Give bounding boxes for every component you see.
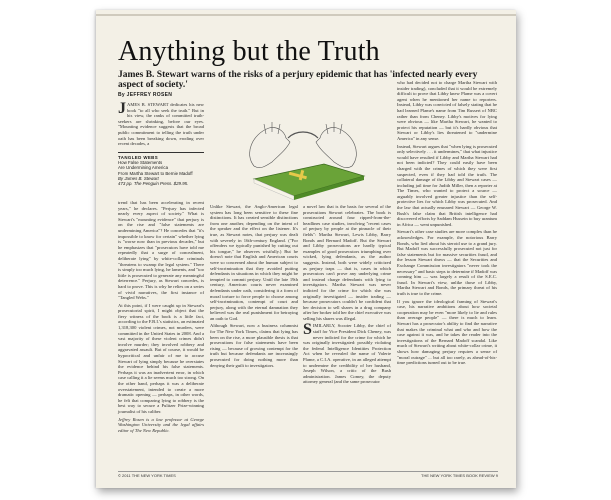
book-info-publisher: 473 pp. The Penguin Press. $29.95.: [118, 181, 189, 187]
book-info-line-1: How False Statements: [118, 160, 163, 166]
book-info-box: [118, 152, 204, 186]
column-3-paragraph-1: a novel law that is the basis for several of the prosecutions Stewart celebrates. The book is constructed around four ripped-from-the-headlines case studies, involving "recent cases of perjury by people at the pinnacle of their fields": Martha Stewart, Lewis Libby, Barry Bonds and Bernard Madoff. But the Stewart and Libby prosecutions are hardly typical examples of good prosecutors triumphing over wicked, lying defendants, as the author suggests. Instead, both were widely criticized as perjury traps — that is, cases in which prosecutors can't prove any underlying crime and instead charge defendants with lying to investigators. Martha Stewart was never indicted for the crime for which she was originally investigated — insider trading — because prosecutors couldn't be confident that her decision to sell shares in a drug company after her broker told her the chief executive was selling his shares was illegal.: [303, 204, 392, 321]
book-info-line-3: From Martha Stewart to Bernie Madoff: [118, 170, 193, 176]
footer-rule: [118, 471, 498, 472]
right-hand-icon: [316, 122, 356, 168]
column-2-paragraph-1: Unlike Stewart, the Anglo-American legal system has long been sensitive to these fine distinctions. It has created sensible distinctions from one another, depending on the intent of the speaker and the effect on the listener. It's true, as Stewart notes, that perjury was dealt with severely in 16th-century England. ("For offenders we typically punished by cutting out his tongue," he observes wistfully.) But he doesn't note that English and American courts were so concerned about the human subject to self-incrimination that they avoided putting defendants in situations in which they might be tempted to commit perjury. Until the late 19th century, American courts never examined defendants under oath, considering it a form of moral torture to force people to choose among self-incrimination, contempt of court and perjury, along with the eternal damnation they believed was the real punishment for betraying an oath to God.: [210, 204, 298, 321]
left-hand-icon: [250, 122, 290, 168]
dropcap-s: S: [303, 321, 312, 339]
column-4-paragraph-2: Instead, Stewart argues that "when lying is prosecuted only selectively . . . it undermines," that what injustice would have resulted if Libby and Martha Stewart had not been indicted? They could easily have been charged with the crimes of which they were first suspected, even if they had told the truth. The collateral damage of the Libby and Stewart cases — including jail time for Judith Miller, then a reporter at The Times, who wanted to protect a source — arguably involved greater injustice than the self-protective lies for which Libby was prosecuted. And the law that actually ensnared Stewart — George W. Bush's false claim that British intelligence had discovered efforts by Saddam Hussein to buy uranium in Africa — went unpunished.: [397, 143, 497, 227]
column-1-paragraph-1: trend that has been accelerating in recent years," he declares. "Perjury has infected nearly every aspect of society." What is Stewart's "mounting evidence" that perjury is on the rise and "false statements are undermining America"? He concedes that "it's impossible to know for certain" whether lying is "worse now than in previous decades," but he emphasizes that "prosecutors have told me repeatedly that a surge of concealment, deliberate lying" by white-collar criminals "threatens to swamp the legal system." There is simply too much lying, he laments, and "too little is prosecuted to generate any meaningful deterrence." Perjury, as Stewart concedes, is hard to prove. This is why he relies on a series of vivid narratives, the first instance of "Tangled Webs.": [118, 200, 204, 301]
dropcap-j: J: [118, 100, 126, 117]
subheadline: James B. Stewart warns of the risks of a perjury epidemic that has 'infected nearly every aspect of society.': [118, 70, 478, 90]
column-2-paragraph-2: Although Stewart, now a business columnist for The New York Times, claims that lying has been on the rise, a more plausible thesis is that prosecutions for false statements have been rising — because of growing contempt for the truth but because defendants are increasingly prosecuted for doing nothing more than denying their guilt to investigators.: [210, 323, 298, 368]
column-1-paragraph-2: At this point, if I were caught up in Stewart's prosecutorial spirit, I might object that the fiery witness of the book is a little fact, according to the F.B.I.'s statistics, an estimated 1,318,300 violent crimes, not murders, were committed in the United States in 2008. And a vast majority of these violent crimes didn't involve murder; they involved robbery and aggravated assault. But of course, it would be hypocritical and unfair of me to accuse Stewart of lying simply because he overstates the evidence behind his false statements. Perhaps it was an inadvertent error, in which case calling it a lie seems much too strong. On the other hand, perhaps it was a deliberate overstatement, intended to create a more dramatic opening — perhaps, in other words, he felt that comparing lying to robbery is the best way to secure a Pulitzer Prize-winning journalist of his caliber.: [118, 302, 204, 414]
footer-publication: THE NEW YORK TIMES BOOK REVIEW 9: [421, 473, 498, 478]
book-info-title: TANGLED WEBS: [118, 155, 159, 160]
column-4-paragraph-1: who had decided not to charge Martha Stewart with insider trading), concluded that it would be extremely difficult to prove that Libby knew Plame was a covert agent when he mentioned her name to reporters. Instead, Libby was convicted of falsely stating that he had learned Plame's name from Tim Russert of NBC rather than from Cheney. Libby's motives for lying were obvious — like Martha Stewart, he wanted to protect his reputation — but it's hardly obvious that Stewart or Libby's lies threatened to "undermine America" in any sense.: [397, 80, 497, 141]
column-1-body: [118, 200, 204, 435]
intro-text: AMES B. STEWART dedicates his new book "to all who seek the truth." But in his view, the ranks of committed truth-seekers are shrinking, before our eyes. "Mounting evidence suggests that the broad public commitment to telling the truth under oath has been breaking down, eroding over recent decades, a: [118, 102, 204, 147]
illustration-pinky-swear-bible: [214, 104, 392, 204]
column-1-intro: [118, 102, 204, 149]
headline: Anything but the Truth: [118, 36, 380, 67]
linked-pinkies: [288, 132, 318, 138]
book-info-author: By James B. Stewart: [118, 175, 159, 181]
author-bio: Jeffrey Rosen is a law professor at George Washington University and the legal affairs editor of The New Republic.: [118, 416, 204, 433]
book-info-line-2: Are Undermining America: [118, 165, 169, 171]
column-3-paragraph-2: [303, 323, 391, 385]
column-3-paragraph-2-text: IMILARLY, Scooter Libby, the chief of staff for Vice President Dick Cheney, was never indicted for the crime for which he was originally investigated: possibly violating the federal Intelligence Identities Protection Act when he revealed the name of Valerie Plame, a C.I.A. operative, in an alleged attempt to undermine the credibility of her husband, Joseph Wilson, a critic of the Bush administration. James Comey, the deputy attorney general (and the same prosecutor: [303, 323, 391, 385]
page-footer: [118, 473, 498, 478]
column-4-paragraph-4: If you ignore the ideological framing of Stewart's case, his narrative ambitions about how societal cooperation may be even "more likely to lie and rules than average people" — there is much to learn. Stewart has a prosecutor's ability to find the narrative that makes the criminal what and who and how the case against it was, and he takes the reader into the investigations of the Bernard Madoff scandal. Like much of Stewart's writing about white-collar crime, it shows how damaging perjury requires a sense of "moral outrage" ... but all too rarely, as ahead-of-his-time predictions turned out to be true.: [397, 298, 497, 366]
column-4: [397, 80, 497, 368]
byline: By JEFFREY ROSEN: [118, 92, 173, 98]
column-2: [210, 204, 298, 370]
column-4-paragraph-3: Stewart's other case studies are more complex than he acknowledges. For example, the notorious Barry Bonds, who lied about his steroid use to a grand jury. But Madoff was successfully prosecuted not just for false statements but for massive securities fraud, and the lesson Stewart draws — that the Securities and Exchange Commission investigators "never took the necessary" and basic steps to determine if Madoff was conning him — was largely a result of the S.E.C. fraud. In Stewart's view, unlike those of Libby, Martha Stewart and Bonds, the primary threat of his truth is true to the crime.: [397, 229, 497, 296]
book-cover: [254, 164, 364, 196]
newspaper-page: [96, 10, 516, 488]
footer-copyright: © 2011 THE NEW YORK TIMES: [118, 473, 176, 478]
column-3: [303, 204, 391, 387]
